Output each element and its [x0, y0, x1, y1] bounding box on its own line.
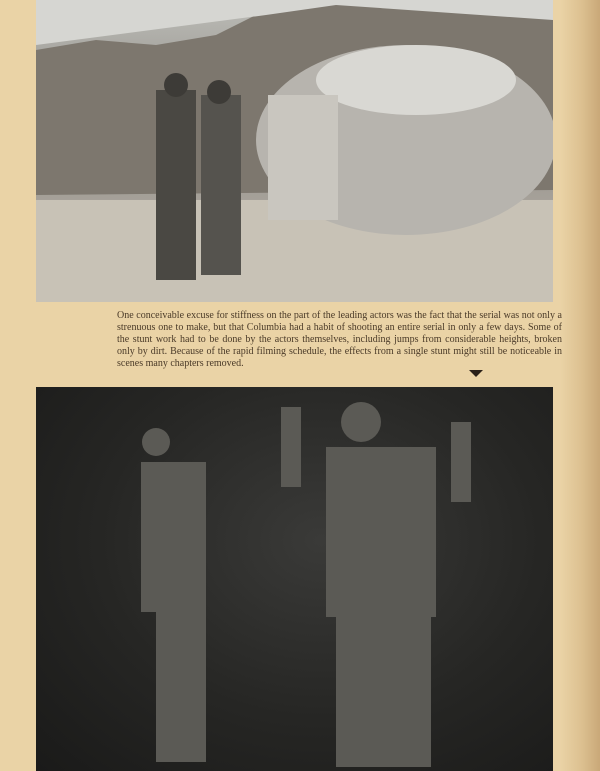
- triangle-down-icon: [469, 370, 483, 377]
- photo-actors-arms-raised: [36, 387, 553, 771]
- page-edge: [560, 0, 600, 771]
- photo-caption: One conceivable excuse for stiffness on the part of the leading actors was the fact that the serial was not only a strenuous one to make, but that Columbia had a habit of shooting an entire serial in only a few days. Some of the stunt work had to be done by the actors themselves, including jumps from considerable heights, broken only by dirt. Because of the rapid filming schedule, the effects from a single stunt might still be noticeable in scenes many chapters removed.: [117, 310, 562, 369]
- photo-actors-by-spaceship: [36, 0, 553, 302]
